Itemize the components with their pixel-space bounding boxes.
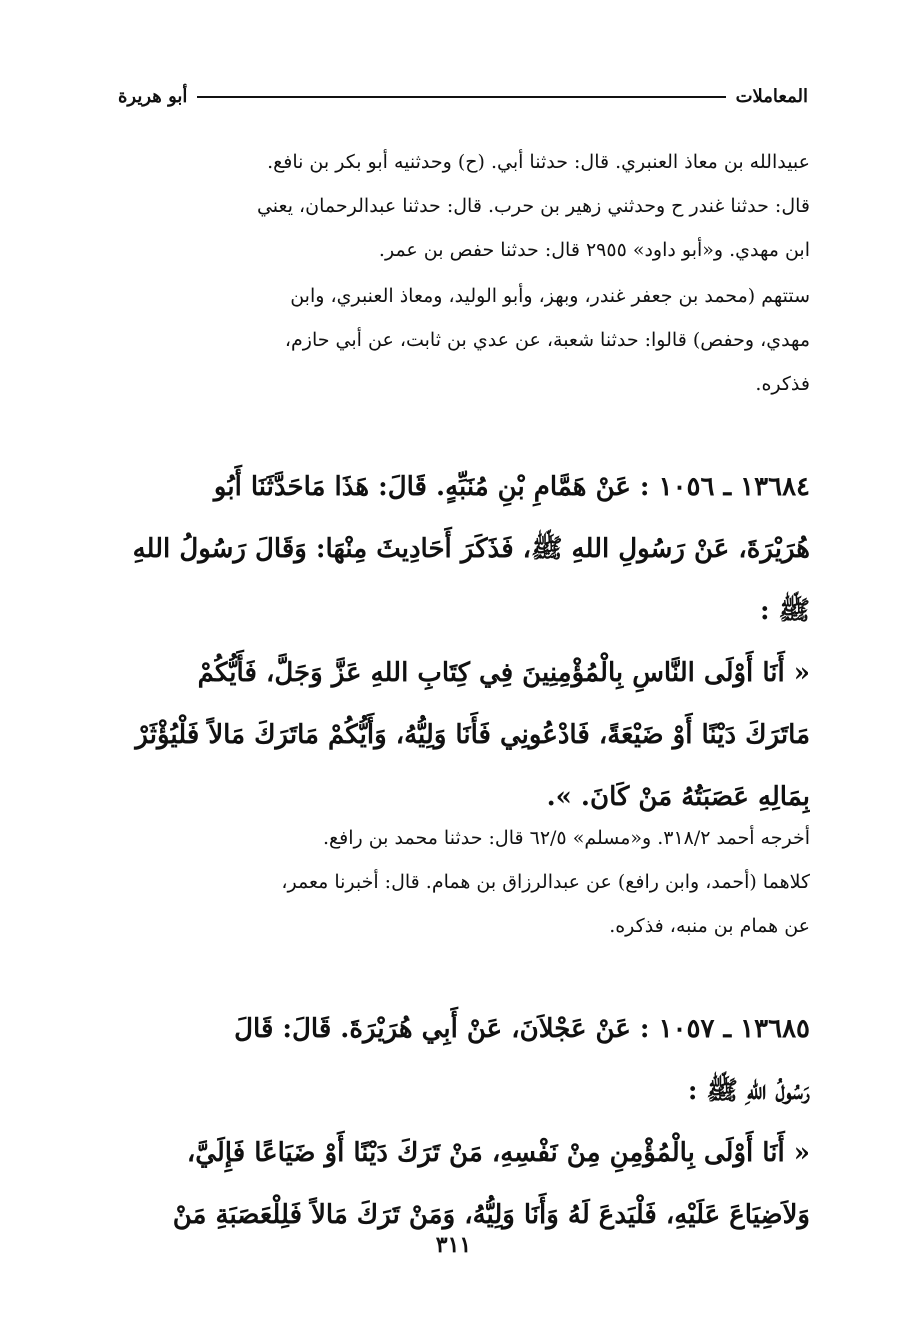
hadith-line: ﷺ : xyxy=(759,596,810,626)
running-header xyxy=(118,86,808,107)
intro-paragraph-2 xyxy=(110,274,810,406)
hadith-line: ١٣٦٨٥ ـ ١٠٥٧ : عَنْ عَجْلاَنَ، عَنْ أَبِي هُرَيْرَةَ. قَالَ: قَالَ xyxy=(234,1014,810,1044)
header-chapter-title: المعاملات xyxy=(735,86,808,107)
takhrij-line: عن همام بن منبه، فذكره. xyxy=(609,915,810,937)
hadith-2-text xyxy=(110,998,810,1246)
page-number: ٣١١ xyxy=(435,1232,472,1258)
header-narrator-title: أبو هريرة xyxy=(118,86,188,107)
hadith-line: ١٣٦٨٤ ـ ١٠٥٦ : عَنْ هَمَّامِ بْنِ مُنَبِّهٍ. قَالَ: هَذَا مَاحَدَّثَنَا أَبُو xyxy=(213,472,810,502)
hadith-1-takhrij xyxy=(110,816,810,948)
hadith-line: « أَنَا أَوْلَى النَّاسِ بِالْمُؤْمِنِينَ فِي كِتَابِ اللهِ عَزَّ وَجَلَّ، فَأَيُّكُمْ xyxy=(197,658,810,688)
text-line: فذكره. xyxy=(755,373,810,395)
text-line: مهدي، وحفص) قالوا: حدثنا شعبة، عن عدي بن ثابت، عن أبي حازم، xyxy=(284,329,810,351)
text-line: ابن مهدي. و«أبو داود» ٢٩٥٥ قال: حدثنا حفص بن عمر. xyxy=(378,239,810,261)
text-line: عبيدالله بن معاذ العنبري. قال: حدثنا أبي. (ح) وحدثنيه أبو بكر بن نافع. xyxy=(267,151,810,173)
intro-paragraph xyxy=(110,140,810,272)
text-line: ستتهم (محمد بن جعفر غندر، وبهز، وأبو الوليد، ومعاذ العنبري، وابن xyxy=(290,285,810,307)
takhrij-line: أخرجه أحمد ٣١٨/٢. و«مسلم» ٦٢/٥ قال: حدثنا محمد بن رافع. xyxy=(322,827,810,849)
text-line: قال: حدثنا غندر ح وحدثني زهير بن حرب. قال: حدثنا عبدالرحمان، يعني xyxy=(256,195,810,217)
hadith-line: مَاتَرَكَ دَيْنًا أَوْ ضَيْعَةً، فَادْعُونِي فَأَنَا وَلِيُّهُ، وَأَيُّكُمْ مَاتَرَكَ مَالاً فَلْيُؤْثَرْ xyxy=(135,720,810,750)
header-rule xyxy=(197,96,725,98)
hadith-line: هُرَيْرَةَ، عَنْ رَسُولِ اللهِ ﷺ، فَذَكَرَ أَحَادِيثَ مِنْهَا: وَقَالَ رَسُولُ اللهِ xyxy=(132,534,810,564)
hadith-line: بِمَالِهِ عَصَبَتُهُ مَنْ كَانَ. ». xyxy=(546,782,810,812)
hadith-line: « أَنَا أَوْلَى بِالْمُؤْمِنِ مِنْ نَفْسِهِ، مَنْ تَرَكَ دَيْنًا أَوْ ضَيَاعًا فَإِلَيَّ، xyxy=(186,1138,810,1168)
hadith-line: وَلاَضِيَاعَ عَلَيْهِ، فَلْيَدعَ لَهُ وَأَنَا وَلِيُّهُ، وَمَنْ تَرَكَ مَالاً فَلِلْعَصَبَةِ مَنْ xyxy=(172,1200,810,1230)
takhrij-line: كلاهما (أحمد، وابن رافع) عن عبدالرزاق بن همام. قال: أخبرنا معمر، xyxy=(281,871,810,893)
hadith-line: رَسُولُ اللهِ ﷺ : xyxy=(687,1076,810,1106)
hadith-1-text xyxy=(110,456,810,828)
